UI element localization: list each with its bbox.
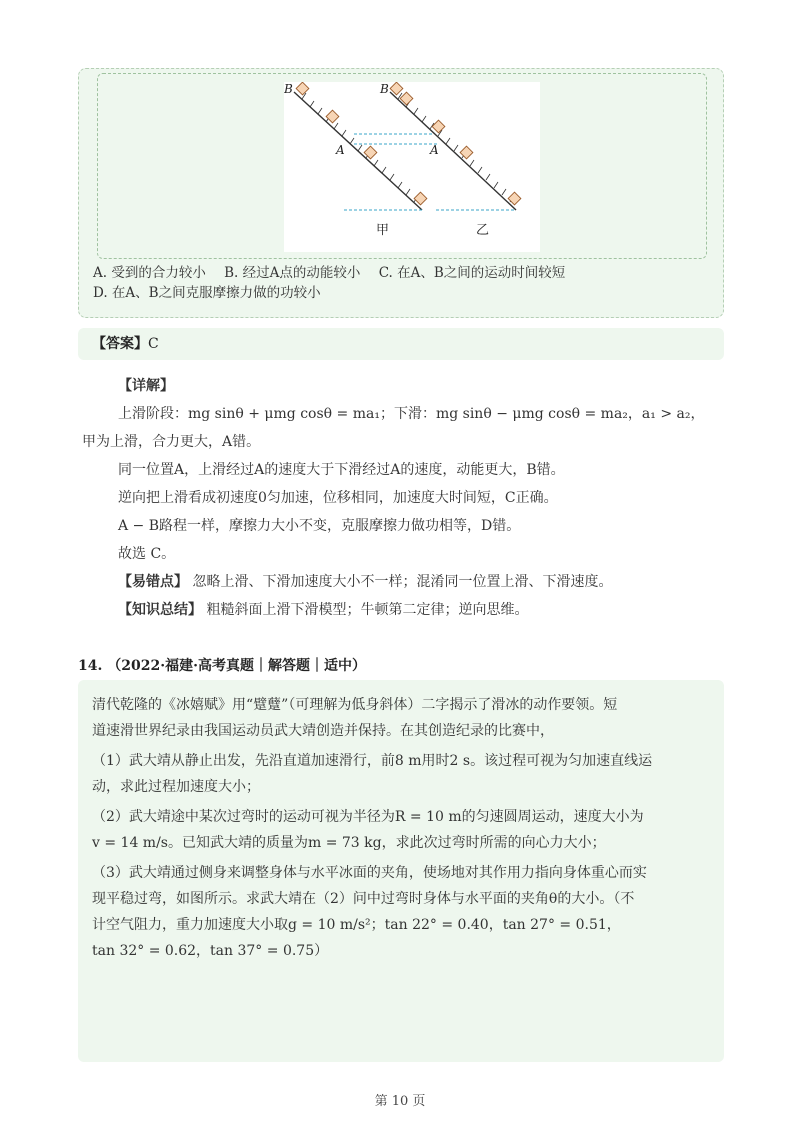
answer-bar	[78, 328, 724, 360]
answer-value: C	[148, 336, 159, 352]
explanation-line-6: 故选 C。	[118, 546, 176, 562]
question-14-header: 14. （2022·福建·高考真题｜解答题｜适中）	[78, 658, 366, 674]
q14-line-3: （1）武大靖从静止出发，先沿直道加速滑行，前8 m用时2 s。该过程可视为匀加速直线运	[92, 753, 653, 769]
answer-label: 【答案】	[92, 336, 148, 352]
option-c: C. 在A、B之间的运动时间较短	[378, 265, 566, 281]
explanation-line-1: 上滑阶段：mg sinθ + μmg cosθ = ma₁；下滑：mg sinθ − μmg cosθ = ma₂，a₁ > a₂，	[118, 406, 705, 422]
label-a-right: A	[430, 143, 439, 157]
explanation-line-2: 甲为上滑，合力更大，A错。	[82, 434, 261, 450]
explanation-heading: 【详解】	[118, 378, 174, 394]
option-a: A. 受到的合力较小	[93, 265, 206, 281]
page-number: 第 10 页	[374, 1094, 426, 1109]
option-b: B. 经过A点的动能较小	[224, 265, 361, 281]
option-d: D. 在A、B之间克服摩擦力做的功较小	[93, 285, 321, 301]
q14-line-8: 现平稳过弯，如图所示。求武大靖在（2）问中过弯时身体与水平面的夹角θ的大小。（不	[92, 891, 635, 907]
question-13-box	[78, 68, 724, 318]
q13-options	[93, 263, 579, 303]
q14-line-9: 计空气阻力，重力加速度大小取g = 10 m/s²；tan 22° = 0.40，tan 27° = 0.51，	[92, 917, 621, 933]
q14-line-6: v = 14 m/s。已知武大靖的质量为m = 73 kg，求此次过弯时所需的向心力大小；	[92, 835, 606, 851]
question-14-box	[78, 680, 724, 1062]
options-row-1	[93, 263, 579, 283]
q14-line-10: tan 32° = 0.62，tan 37° = 0.75）	[92, 943, 329, 959]
block-left-2	[326, 110, 339, 123]
block-bottom-left	[414, 192, 427, 205]
q14-line-4: 动，求此过程加速度大小；	[92, 779, 260, 795]
incline-right	[390, 82, 521, 210]
explanation-line-5: A − B路程一样，摩擦力大小不变，克服摩擦力做功相等，D错。	[118, 518, 521, 534]
block-at-b-right	[390, 82, 403, 95]
block-right-4	[460, 146, 473, 159]
explanation	[82, 372, 716, 624]
label-a-left: A	[336, 143, 345, 157]
mistake-text: 忽略上滑、下滑加速度大小不一样；混淆同一位置上滑、下滑速度。	[192, 574, 613, 590]
incline-figure	[284, 82, 540, 252]
mistake-label: 【易错点】	[118, 574, 188, 590]
block-at-a-left	[364, 146, 377, 159]
label-b-left: B	[284, 82, 293, 96]
q14-line-7: （3）武大靖通过侧身来调整身体与水平冰面的夹角，使场地对其作用力指向身体重心而实	[92, 865, 647, 881]
q14-line-1: 清代乾隆的《冰嬉赋》用“躄躠”（可理解为低身斜体）二字揭示了滑冰的动作要领。短	[92, 697, 618, 713]
summary-note	[96, 596, 716, 624]
block-right-3	[432, 120, 445, 133]
q14-line-5: （2）武大靖途中某次过弯时的运动可视为半径为R = 10 m的匀速圆周运动，速度大小为	[92, 809, 644, 825]
block-bottom-right	[508, 192, 521, 205]
summary-text: 粗糙斜面上滑下滑模型；牛顿第二定律；逆向思维。	[206, 602, 529, 618]
label-b-right: B	[380, 82, 389, 96]
explanation-line-3: 同一位置A，上滑经过A的速度大于下滑经过A的速度，动能更大，B错。	[118, 462, 565, 478]
summary-label: 【知识总结】	[118, 602, 202, 618]
label-yi: 乙	[476, 223, 490, 238]
explanation-line-4: 逆向把上滑看成初速度0匀加速，位移相同，加速度大时间短，C正确。	[118, 490, 558, 506]
mistake-note	[96, 568, 716, 596]
label-jia: 甲	[376, 223, 390, 238]
q14-line-2: 道速滑世界纪录由我国运动员武大靖创造并保持。在其创造纪录的比赛中，	[92, 723, 554, 739]
figure-frame	[97, 73, 707, 259]
block-at-b-left	[296, 82, 309, 95]
options-row-2	[93, 283, 579, 303]
